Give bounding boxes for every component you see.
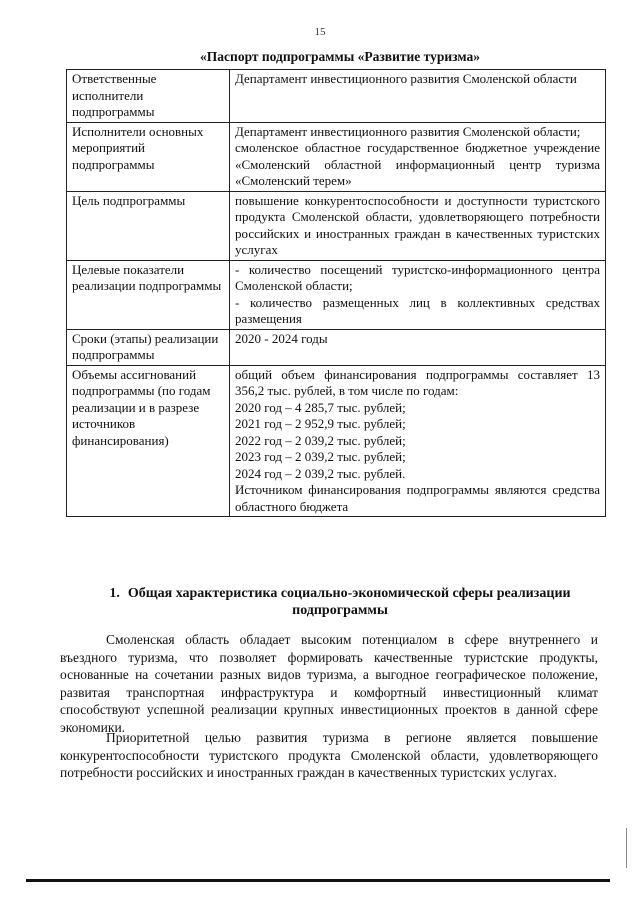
value-line: 2024 год – 2 039,2 тыс. рублей. (235, 465, 406, 481)
value-line: 2020 - 2024 годы (235, 330, 328, 346)
row-label-funding: Объемы ассигнований подпрограммы (по годам реализации и в разрезе источников финансирования) (67, 365, 230, 517)
section-heading (90, 585, 590, 619)
row-value-funding (230, 365, 606, 517)
margin-mark (626, 828, 627, 868)
value-line: Департамент инвестиционного развития Смоленской области; (235, 123, 581, 139)
value-line: общий объем финансирования подпрограммы составляет 13 356,2 тыс. рублей, в том числе по годам: (235, 366, 600, 398)
body-paragraph: Смоленская область обладает высоким потенциалом в сфере внутреннего и въездного туризма, что позволяет формировать качественные туристские продукты, основанные на сочетании разных видов туризма, а выгодное географическое положение, развитая транспортная инфраструктура и комфортный инвестиционный климат способствуют успешной реализации крупных инвестиционных проектов в данной сфере экономики. (60, 632, 598, 735)
value-line: Источником финансирования подпрограммы являются средства областного бюджета (235, 482, 600, 514)
value-line: смоленское областное государственное бюджетное учреждение «Смоленский областной информационный центр туризма «Смоленский терем» (235, 140, 600, 188)
row-value-executors (230, 122, 606, 191)
row-label-indicators: Целевые показатели реализации подпрограммы (67, 260, 230, 329)
section-title: Общая характеристика социально-экономической сферы реализации подпрограммы (127, 586, 571, 618)
row-label-responsible: Ответственные исполнители подпрограммы (67, 70, 230, 123)
table-row (67, 329, 606, 365)
table-row (67, 70, 606, 123)
value-line: 2021 год – 2 952,9 тыс. рублей; (235, 416, 406, 431)
row-value-indicators (230, 260, 606, 329)
value-line: - количество размещенных лиц в коллективных средствах размещения (235, 294, 600, 326)
body-paragraph: Приоритетной целью развития туризма в регионе является повышение конкурентоспособности туристского продукта Смоленской области, удовлетворяющего потребности российских и иностранных граждан в качественных туристских услугах. (60, 730, 598, 780)
table-row (67, 260, 606, 329)
table-row (67, 191, 606, 260)
row-label-executors: Исполнители основных мероприятий подпрограммы (67, 122, 230, 191)
row-label-goal: Цель подпрограммы (67, 191, 230, 260)
passport-table (66, 69, 606, 517)
value-line: 2022 год – 2 039,2 тыс. рублей; (235, 432, 406, 448)
value-line: 2020 год – 4 285,7 тыс. рублей; (235, 399, 406, 415)
section-number: 1. (109, 586, 120, 601)
value-line: повышение конкурентоспособности и доступности туристского продукта Смоленской области, удовлетворяющего потребности российских и иностранных граждан в качественных туристских услугах (235, 192, 600, 257)
table-row (67, 365, 606, 517)
page-number: 15 (314, 26, 326, 38)
row-value-timeline (230, 329, 606, 365)
value-line: 2023 год – 2 039,2 тыс. рублей; (235, 449, 406, 464)
row-value-responsible (230, 70, 606, 123)
value-line: Департамент инвестиционного развития Смоленской области (235, 71, 577, 86)
table-row (67, 122, 606, 191)
passport-title: «Паспорт подпрограммы «Развитие туризма» (200, 49, 480, 64)
row-value-goal (230, 191, 606, 260)
bottom-rule (26, 879, 610, 882)
row-label-timeline: Сроки (этапы) реализации подпрограммы (67, 329, 230, 365)
value-line: - количество посещений туристско-информационного центра Смоленской области; (235, 261, 600, 293)
